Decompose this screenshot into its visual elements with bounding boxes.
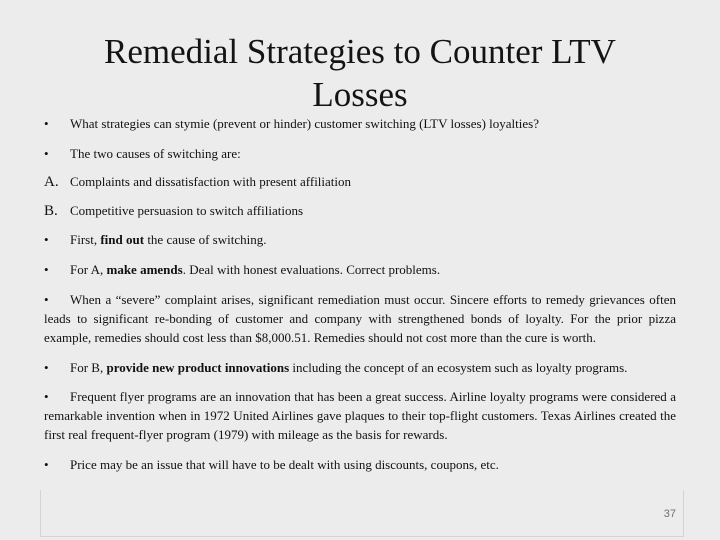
bullet-text: For B, bbox=[70, 360, 107, 375]
paragraph-text: Frequent flyer programs are an innovation that has been a great success. Airline loyalty programs were considered a remarkable invention when in 1972 United Airlines gave plaques to their top-flight customers. Texas Airlines created the first real frequent-flyer program (1979) with mileage as the basis for rewards. bbox=[44, 389, 676, 442]
bullet-emphasis: provide new product innovations bbox=[106, 360, 290, 375]
bullet-marker: • bbox=[44, 262, 49, 277]
bullet-emphasis: make amends bbox=[106, 262, 183, 277]
page-number: 37 bbox=[663, 508, 676, 520]
paragraph-text: When a “severe” complaint arises, significant remediation must occur. Sincere efforts to remedy grievances often leads to significant re-bonding of customer and company with strengthened bonds of loyalty. For the prior pizza example, remedies should cost less than $8,000.51. Remedies should not cost more than the cure is worth. bbox=[44, 292, 676, 345]
letter-marker: B. bbox=[44, 203, 58, 219]
bullet-marker: • bbox=[44, 146, 49, 161]
bullet-marker: • bbox=[44, 457, 49, 472]
bullet-item bbox=[44, 260, 676, 279]
bullet-marker: • bbox=[44, 116, 49, 131]
bullet-item bbox=[44, 230, 676, 249]
bullet-text: Price may be an issue that will have to be dealt with using discounts, coupons, etc. bbox=[70, 457, 499, 472]
bullet-emphasis: find out bbox=[100, 232, 145, 247]
lettered-text: Complaints and dissatisfaction with present affiliation bbox=[70, 174, 352, 189]
lettered-item-a bbox=[44, 172, 676, 192]
bullet-text: For A, bbox=[70, 262, 107, 277]
slide-title: Remedial Strategies to Counter LTV Losses bbox=[104, 32, 616, 114]
bullet-marker: • bbox=[44, 360, 49, 375]
bullet-text: What strategies can stymie (prevent or hinder) customer switching (LTV losses) loyalties? bbox=[70, 116, 539, 131]
letter-marker: A. bbox=[44, 174, 59, 190]
bullet-marker: • bbox=[44, 292, 49, 307]
bullet-marker: • bbox=[44, 389, 49, 404]
bullet-paragraph bbox=[44, 387, 676, 444]
bullet-paragraph bbox=[44, 290, 676, 347]
bullet-text: First, bbox=[70, 232, 101, 247]
bullet-item bbox=[44, 358, 676, 377]
lettered-item-b bbox=[44, 201, 676, 221]
bullet-text: The two causes of switching are: bbox=[70, 146, 241, 161]
lettered-text: Competitive persuasion to switch affiliations bbox=[70, 203, 304, 218]
bullet-text: . Deal with honest evaluations. Correct problems. bbox=[182, 262, 441, 277]
bullet-item bbox=[44, 455, 676, 474]
bullet-item bbox=[44, 114, 676, 133]
bullet-text: including the concept of an ecosystem such as loyalty programs. bbox=[289, 360, 628, 375]
bullet-text: the cause of switching. bbox=[144, 232, 267, 247]
footer-frame bbox=[40, 490, 684, 537]
bullet-marker: • bbox=[44, 232, 49, 247]
bullet-item bbox=[44, 144, 676, 163]
